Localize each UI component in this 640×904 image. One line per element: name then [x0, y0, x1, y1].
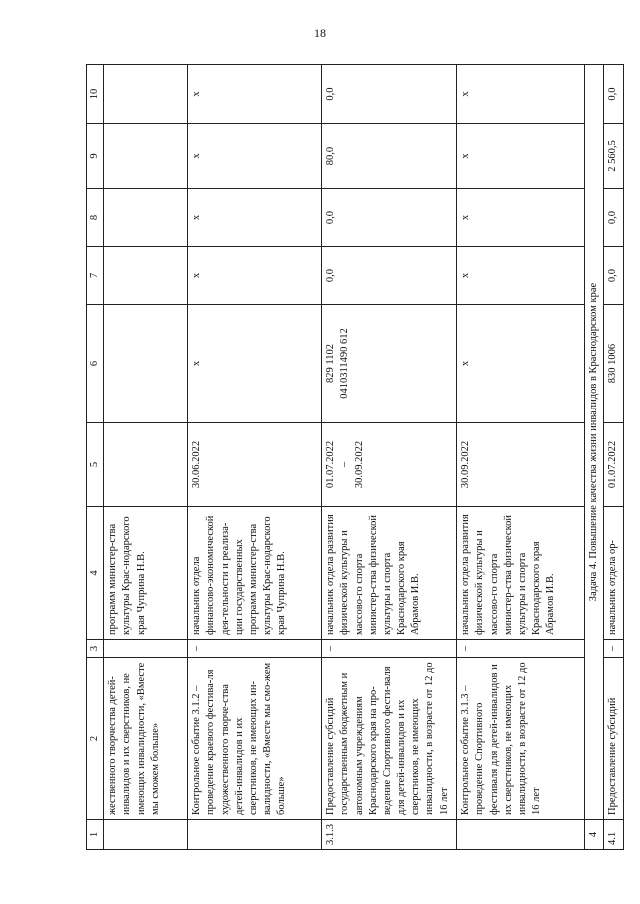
value-cell: 0,0: [322, 189, 457, 247]
task-number-cell: 4: [585, 820, 604, 850]
program-table: [86, 64, 624, 850]
header-cell: 1: [87, 820, 104, 850]
table-row: [104, 65, 188, 850]
page-number: 18: [314, 26, 326, 40]
header-row: [87, 65, 104, 850]
responsible-cell: программ министер-ства культуры Крас-нодарского края Чуприна Н.В.: [104, 507, 188, 640]
event-name-cell: Контрольное событие 3.1.3 – проведение Спортивного фестиваля для детей-инвалидов и их сверстников, не имеющих инвалидности, в возрасте от 12 до 16 лет: [457, 658, 585, 820]
value-cell: 0,0: [322, 65, 457, 124]
row-number-cell: [104, 820, 188, 850]
value-cell: [104, 65, 188, 124]
header-cell: 9: [87, 124, 104, 189]
date-cell: 01.07.2022 – 30.09.2022: [322, 423, 457, 507]
row-number-cell: 4.1: [604, 820, 623, 850]
header-cell: 6: [87, 305, 104, 423]
value-cell: x: [188, 124, 322, 189]
header-cell: 2: [87, 658, 104, 820]
event-name-cell: Контрольное событие 3.1.2 – проведение краевого фестива-ля художественного творче-ства детей-инвалидов и их сверстников, не имеющих ин-валидности, «Вместе мы смо-жем больше»: [188, 658, 322, 820]
header-cell: 5: [87, 423, 104, 507]
table-row: [322, 65, 457, 850]
value-cell: 0,0: [604, 65, 623, 124]
event-name-cell: Предоставление субсидий: [604, 658, 623, 820]
kbk-cell: [104, 305, 188, 423]
value-cell: x: [188, 247, 322, 305]
header-cell: 8: [87, 189, 104, 247]
header-cell: 10: [87, 65, 104, 124]
table-container: [86, 65, 619, 850]
responsible-cell: начальник отдела развития физической культуры и массово-го спорта министер-ства физической культуры и спорта Краснодарского края Абрамов И.В.: [322, 507, 457, 640]
value-cell: x: [457, 65, 585, 124]
value-cell: x: [457, 189, 585, 247]
value-cell: 2 560,5: [604, 124, 623, 189]
kbk-cell: x: [457, 305, 585, 423]
table-row: [188, 65, 322, 850]
value-cell: [104, 189, 188, 247]
table-row: [604, 65, 623, 850]
value-cell: x: [188, 65, 322, 124]
value-cell: 0,0: [604, 189, 623, 247]
col3-cell: –: [604, 640, 623, 658]
value-cell: 0,0: [604, 247, 623, 305]
date-cell: [104, 423, 188, 507]
value-cell: [104, 124, 188, 189]
value-cell: [104, 247, 188, 305]
table-row: [457, 65, 585, 850]
task-title-cell: Задача 4. Повышение качества жизни инвалидов в Краснодарском крае: [585, 65, 604, 820]
kbk-cell: 830 1006: [604, 305, 623, 423]
kbk-cell: x: [188, 305, 322, 423]
value-cell: 0,0: [322, 247, 457, 305]
responsible-cell: начальник отдела финансово-экономической дея-тельности и реализа-ции государственных программ министер-ства культуры Крас-нодарского края Чуприна Н.В.: [188, 507, 322, 640]
task-row: [585, 65, 604, 850]
event-name-cell: Предоставление субсидий государственным бюджетным и автономным учреждениям Краснодарского края на про-ведение Спортивного фести-валя для детей-инвалидов и их сверстников, не имеющих инвалидности, в возрасте от 12 до 16 лет: [322, 658, 457, 820]
date-cell: 30.09.2022: [457, 423, 585, 507]
col3-cell: –: [322, 640, 457, 658]
responsible-cell: начальник отдела ор-: [604, 507, 623, 640]
kbk-cell: 829 1102 0410311490 612: [322, 305, 457, 423]
value-cell: x: [457, 247, 585, 305]
col3-cell: [104, 640, 188, 658]
value-cell: x: [188, 189, 322, 247]
header-cell: 4: [87, 507, 104, 640]
header-cell: 7: [87, 247, 104, 305]
row-number-cell: [457, 820, 585, 850]
date-cell: 30.06.2022: [188, 423, 322, 507]
row-number-cell: [188, 820, 322, 850]
event-name-cell: жественного творчества детей-инвалидов и их сверстников, не имеющих инвалидности, «Вместе мы сможем больше»: [104, 658, 188, 820]
rotated-table: [86, 65, 619, 850]
header-cell: 3: [87, 640, 104, 658]
value-cell: 80,0: [322, 124, 457, 189]
responsible-cell: начальник отдела развития физической культуры и массово-го спорта министер-ства физической культуры и спорта Краснодарского края Абрамов И.В.: [457, 507, 585, 640]
col3-cell: –: [188, 640, 322, 658]
date-cell: 01.07.2022: [604, 423, 623, 507]
value-cell: x: [457, 124, 585, 189]
col3-cell: –: [457, 640, 585, 658]
row-number-cell: 3.1.3: [322, 820, 457, 850]
